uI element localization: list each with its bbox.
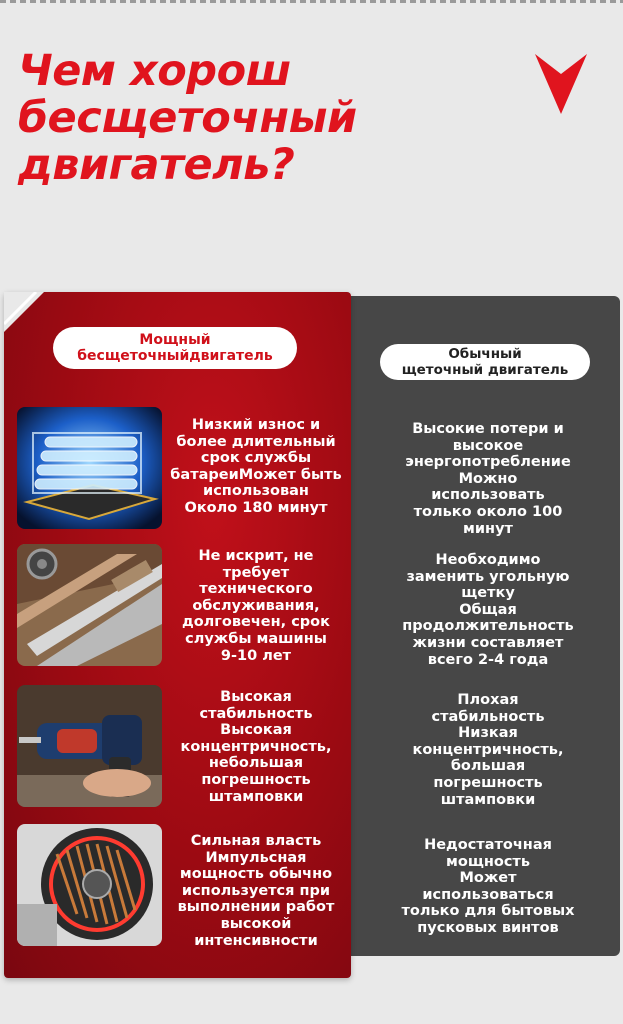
text-line: Сильная власть bbox=[190, 833, 322, 849]
brushed-item-1 bbox=[384, 421, 592, 537]
text-line: Необходимо bbox=[435, 552, 541, 568]
brushed-label-line: Обычный bbox=[448, 346, 522, 362]
drill-image bbox=[17, 685, 162, 807]
text-line: Высокие потери и bbox=[412, 421, 564, 437]
text-line: выполнении работ bbox=[177, 899, 335, 916]
text-line: щетку bbox=[461, 585, 515, 602]
text-line: заменить угольную bbox=[406, 568, 570, 585]
text-line: долговечен, срок bbox=[182, 614, 330, 631]
text-line: Может bbox=[459, 870, 517, 887]
text-line: стабильность bbox=[199, 705, 313, 722]
text-line: Низкая bbox=[458, 725, 518, 742]
title-line: бесщеточный bbox=[18, 93, 357, 143]
text-line: продолжительность bbox=[402, 618, 574, 635]
brushless-label-line: бесщеточныйдвигатель bbox=[77, 348, 273, 364]
text-line: Общая bbox=[459, 601, 517, 618]
brushed-label-line: щеточный двигатель bbox=[401, 362, 569, 378]
text-line: высокой bbox=[220, 915, 292, 932]
text-line: Можно bbox=[458, 470, 518, 487]
text-line: большая bbox=[450, 758, 526, 775]
text-line: использоваться bbox=[422, 886, 554, 903]
text-line: Высокая bbox=[220, 689, 292, 705]
page-title bbox=[18, 48, 357, 189]
brushless-item-3 bbox=[166, 689, 346, 805]
text-line: погрешность bbox=[201, 771, 311, 788]
text-line: стабильность bbox=[431, 708, 545, 725]
text-line: используется при bbox=[181, 882, 331, 899]
text-line: пусковых винтов bbox=[417, 919, 559, 936]
text-line: только около 100 bbox=[413, 503, 563, 520]
text-line: жизни составляет bbox=[412, 634, 564, 651]
text-line: обслуживания, bbox=[192, 597, 320, 614]
corner-decoration bbox=[4, 292, 44, 332]
text-line: штамповки bbox=[440, 791, 536, 808]
text-line: Недостаточная bbox=[424, 837, 552, 853]
text-line: мощность bbox=[446, 853, 530, 870]
brushless-item-2 bbox=[166, 548, 346, 664]
text-line: мощность обычно bbox=[179, 866, 333, 883]
text-line: Плохая bbox=[457, 692, 519, 708]
text-line: небольшая bbox=[208, 755, 304, 772]
brushed-label bbox=[380, 344, 590, 380]
brushless-item-1 bbox=[166, 417, 346, 517]
text-line: интенсивности bbox=[194, 932, 318, 949]
brushless-label-line: Мощный bbox=[139, 332, 211, 348]
battery-cells-image bbox=[17, 407, 162, 529]
text-line: Не искрит, не bbox=[198, 548, 314, 564]
text-line: только для бытовых bbox=[401, 903, 575, 920]
text-line: технического bbox=[199, 581, 313, 598]
text-line: концентричность, bbox=[180, 738, 332, 755]
title-line: двигатель? bbox=[18, 140, 295, 190]
text-line: штамповки bbox=[208, 788, 304, 805]
text-line: требует bbox=[222, 564, 290, 581]
text-line: минут bbox=[463, 520, 513, 537]
brushed-item-3 bbox=[384, 692, 592, 808]
text-line: использовать bbox=[431, 487, 545, 504]
text-line: Высокая bbox=[220, 722, 292, 739]
text-line: более длительный bbox=[176, 433, 336, 450]
text-line: высокое bbox=[452, 437, 524, 454]
text-line: срок службы bbox=[200, 450, 312, 467]
text-line: погрешность bbox=[433, 774, 543, 791]
top-divider bbox=[0, 0, 623, 3]
text-line: Низкий износ и bbox=[191, 417, 321, 433]
motor-coil-image bbox=[17, 824, 162, 946]
motor-parts-image bbox=[17, 544, 162, 666]
title-line: Чем хорош bbox=[18, 46, 291, 96]
down-arrow-icon bbox=[535, 52, 587, 114]
brushless-label bbox=[53, 327, 297, 369]
text-line: службы машины bbox=[185, 630, 327, 647]
text-line: Около 180 минут bbox=[184, 499, 328, 516]
brushless-item-4 bbox=[166, 833, 346, 949]
text-line: концентричность, bbox=[412, 741, 564, 758]
text-line: 9-10 лет bbox=[220, 647, 292, 664]
text-line: энергопотребление bbox=[405, 454, 571, 471]
text-line: использован bbox=[203, 483, 309, 500]
text-line: Импульсная bbox=[205, 849, 307, 866]
text-line: батареиМожет быть bbox=[170, 466, 342, 483]
brushed-item-2 bbox=[384, 552, 592, 668]
text-line: всего 2-4 года bbox=[427, 651, 549, 668]
brushed-item-4 bbox=[384, 837, 592, 937]
